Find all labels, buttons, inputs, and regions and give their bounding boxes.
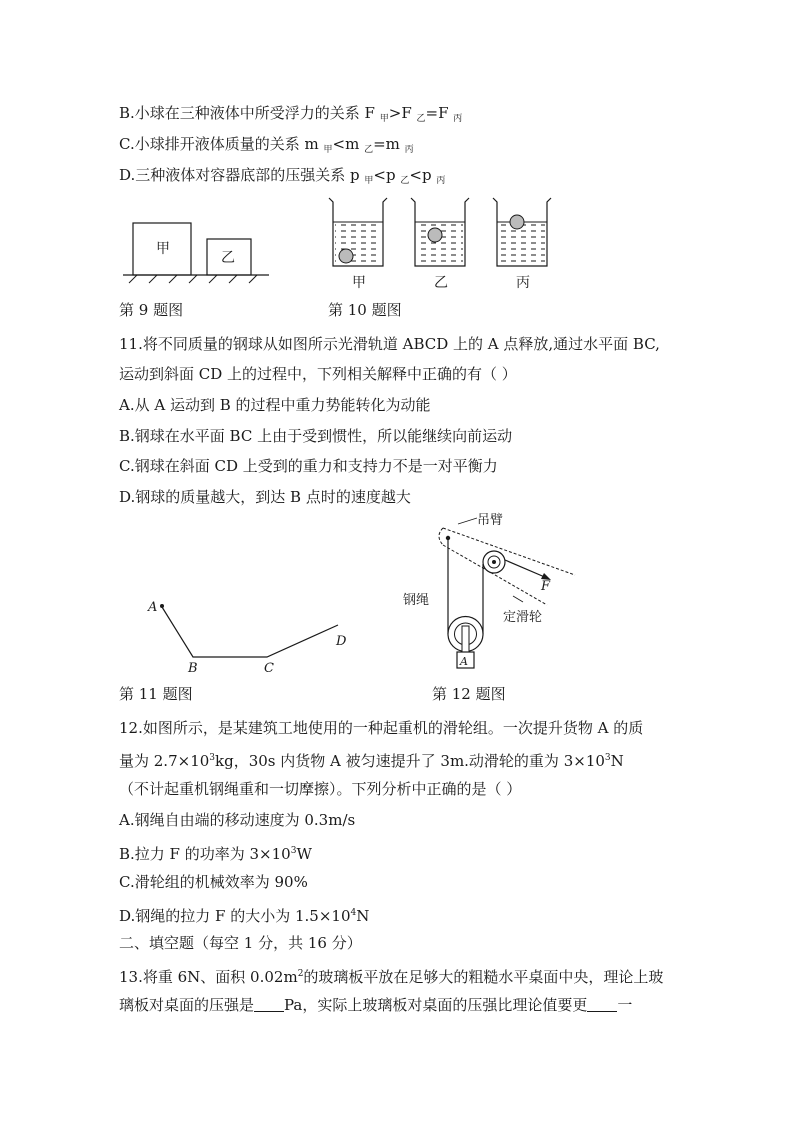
answer-blank-1[interactable]: [254, 997, 284, 1012]
figure-12-crane-pulley: [395, 510, 585, 680]
rope-label: 钢绳: [403, 593, 430, 608]
q12-stem-line3: （不计起重机钢绳重和一切摩擦）。下列分析中正确的是（ ）: [119, 780, 522, 798]
q10-option-d: D.三种液体对容器底部的压强关系 p $_甲$<p $_乙$<p $_丙$: [119, 166, 446, 186]
q11-option-b: B.钢球在水平面 BC 上由于受到惯性，所以能继续向前运动: [119, 427, 513, 445]
boom-upper-edge: [443, 528, 575, 575]
figure-11-caption: 第 11 题图: [119, 685, 193, 703]
figure-10-caption: 第 10 题图: [328, 301, 402, 319]
boom-label: 吊臂: [477, 513, 504, 528]
point-a-label: A: [148, 600, 158, 615]
q11-stem-line1: 11.将不同质量的钢球从如图所示光滑轨道 ABCD 上的 A 点释放,通过水平面 BC,: [119, 335, 660, 353]
fixed-pulley-label: 定滑轮: [503, 610, 543, 625]
point-c-label: C: [264, 661, 274, 676]
force-f-label: F: [541, 579, 551, 594]
ball-bing: [510, 215, 524, 229]
point-b-label: B: [188, 661, 198, 676]
block-yi-label: 乙: [221, 250, 235, 266]
rope-free-end: [505, 560, 547, 578]
q11-option-c: C.钢球在斜面 CD 上受到的重力和支持力不是一对平衡力: [119, 457, 498, 475]
figure-9-blocks: [115, 215, 275, 285]
beaker-bing: [493, 198, 551, 291]
q11-stem-line2: 运动到斜面 CD 上的过程中，下列相关解释中正确的有（ ）: [119, 365, 517, 383]
beaker-jia: [329, 198, 387, 291]
q10-option-c: C.小球排开液体质量的关系 m $_甲$<m $_乙$=m $_丙$: [119, 135, 414, 155]
section-2-heading: 二、填空题（每空 1 分，共 16 分）: [119, 934, 362, 952]
q12-stem-line2: 量为 $2.7\times 10^3kg$，30s 内货物 A 被匀速提升了 3m.动滑轮的重为 $3\times 10^3N$: [119, 752, 624, 770]
figure-11-track: [140, 595, 360, 680]
beaker-bing-label: 丙: [516, 275, 530, 291]
q12-option-b: B.拉力 F 的功率为 $3\times 10^3W$: [119, 845, 312, 863]
q13-line2: 璃板对桌面的压强是 Pa，实际上玻璃板对桌面的压强比理论值要更 一: [119, 996, 633, 1014]
q11-option-a: A.从 A 运动到 B 的过程中重力势能转化为动能: [119, 396, 431, 414]
ground-hatching: [129, 275, 257, 283]
figure-10-beakers: [320, 192, 560, 297]
hook-bar: [462, 626, 469, 652]
figure-12-caption: 第 12 题图: [432, 685, 506, 703]
ball-jia: [339, 249, 353, 263]
beaker-yi-label: 乙: [434, 275, 448, 291]
q11-option-d: D.钢球的质量越大，到达 B 点时的速度越大: [119, 488, 411, 506]
answer-blank-2[interactable]: [587, 997, 617, 1012]
point-d-label: D: [336, 634, 347, 649]
ball-yi: [428, 228, 442, 242]
q10-option-b: B.小球在三种液体中所受浮力的关系 F $_甲$>F $_乙$=F $_丙$: [119, 104, 463, 124]
cargo-label: A: [460, 655, 468, 668]
track-abcd: [162, 607, 338, 657]
q13-line1: 13.将重 6N、面积 $0.02m^2$的玻璃板平放在足够大的粗糙水平桌面中央，理论上玻: [119, 968, 664, 986]
q12-option-d: D.钢绳的拉力 F 的大小为 $1.5\times 10^4N$: [119, 907, 370, 925]
q12-option-a: A.钢绳自由端的移动速度为 0.3m/s: [119, 811, 356, 829]
block-jia-label: 甲: [156, 241, 170, 257]
q12-stem-line1: 12.如图所示，是某建筑工地使用的一种起重机的滑轮组。一次提升货物 A 的质: [119, 719, 644, 737]
beaker-jia-label: 甲: [352, 275, 366, 291]
beaker-yi: [411, 198, 469, 291]
figure-9-caption: 第 9 题图: [119, 301, 184, 319]
q12-option-c: C.滑轮组的机械效率为 90%: [119, 873, 308, 891]
steel-ball: [160, 604, 164, 608]
